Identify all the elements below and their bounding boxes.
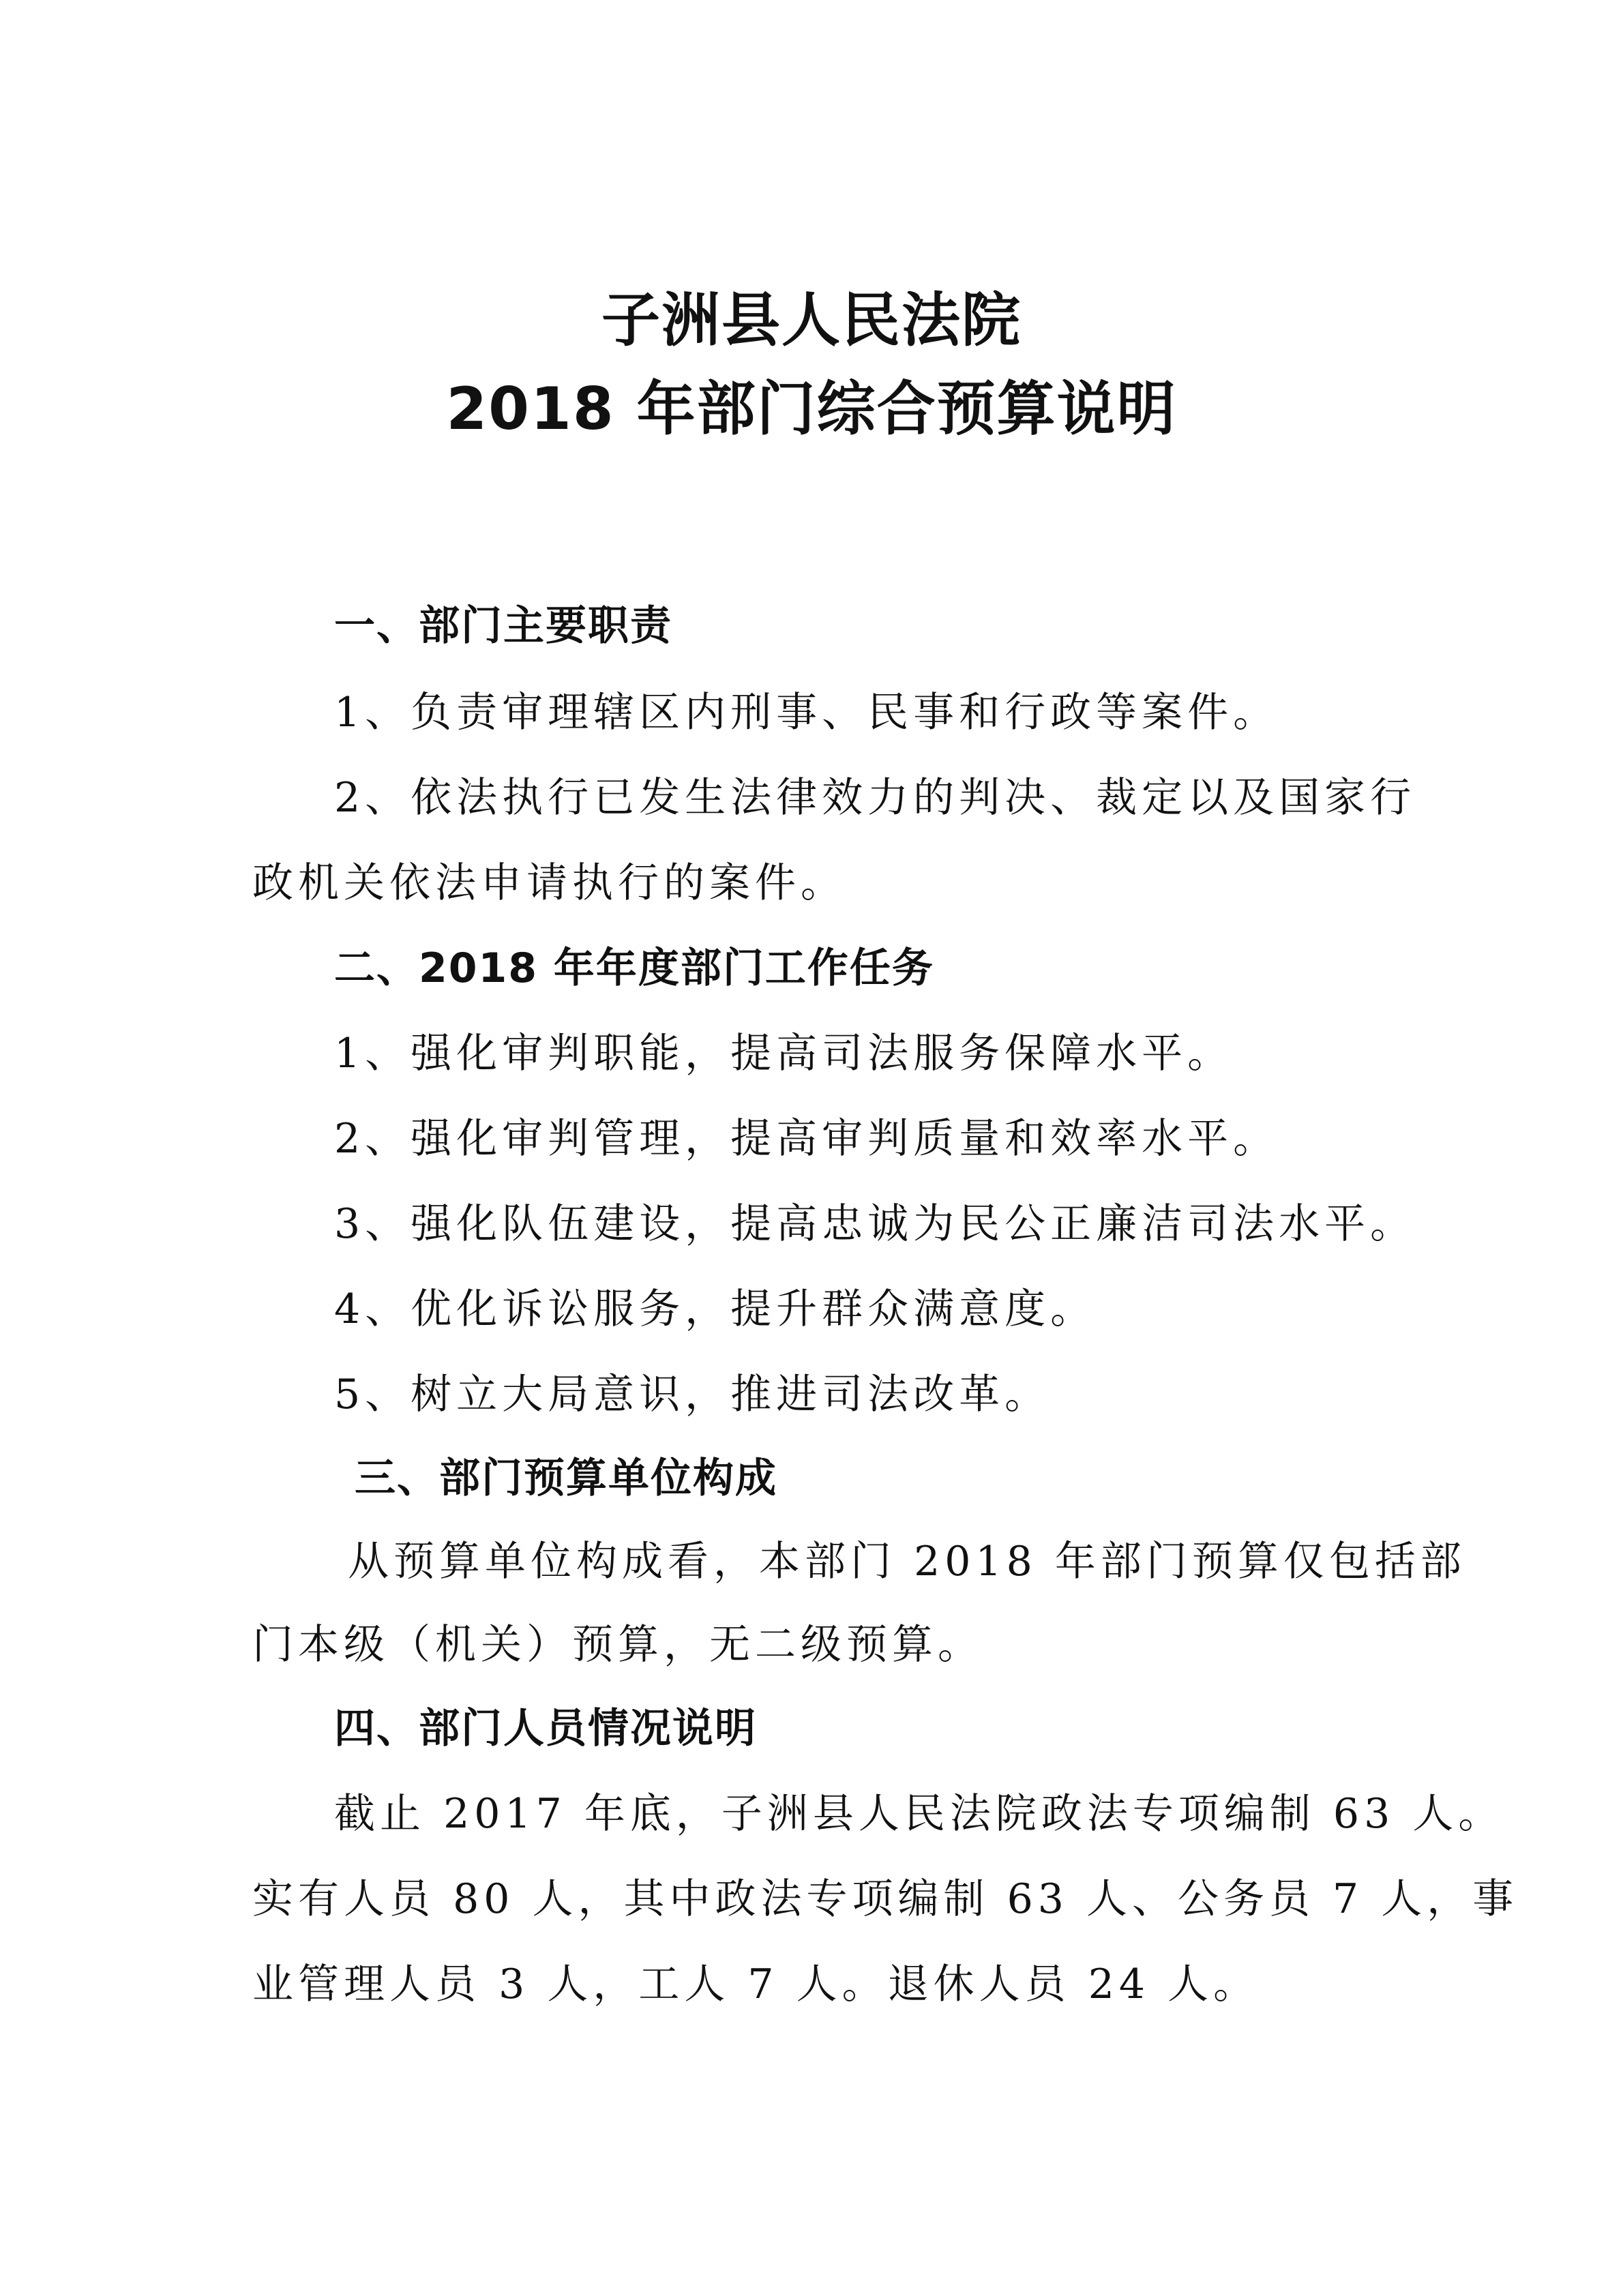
section4-heading: 四、部门人员情况说明: [334, 1705, 757, 1753]
section1-heading: 一、部门主要职责: [334, 602, 672, 650]
section2-item1: 1、强化审判职能，提高司法服务保障水平。: [334, 1030, 1234, 1077]
section3-heading: 三、部门预算单位构成: [355, 1455, 777, 1502]
section3-line2: 门本级（机关）预算，无二级预算。: [252, 1621, 983, 1669]
document-title-line2: 2018 年部门综合预算说明: [446, 375, 1177, 443]
section1-line3: 政机关依法申请执行的案件。: [252, 859, 846, 907]
section2-item3: 3、强化队伍建设，提高忠诚为民公正廉洁司法水平。: [334, 1200, 1416, 1248]
section2-item4: 4、优化诉讼服务，提升群众满意度。: [334, 1285, 1097, 1333]
section2-item2: 2、强化审判管理，提高审判质量和效率水平。: [334, 1115, 1279, 1163]
section1-line2: 2、依法执行已发生法律效力的判决、裁定以及国家行: [334, 774, 1416, 822]
section1-line1: 1、负责审理辖区内刑事、民事和行政等案件。: [334, 689, 1279, 736]
section2-heading: 二、2018 年年度部门工作任务: [334, 944, 934, 992]
document-title-line1: 子洲县人民法院: [601, 286, 1022, 355]
section2-item5: 5、树立大局意识，推进司法改革。: [334, 1371, 1051, 1418]
section4-line2: 实有人员 80 人，其中政法专项编制 63 人、公务员 7 人，事: [252, 1875, 1519, 1923]
section3-line1: 从预算单位构成看，本部门 2018 年部门预算仅包括部: [348, 1538, 1466, 1585]
section4-line3: 业管理人员 3 人，工人 7 人。退休人员 24 人。: [252, 1960, 1260, 2008]
section4-line1: 截止 2017 年底，子洲县人民法院政法专项编制 63 人。: [334, 1790, 1504, 1838]
